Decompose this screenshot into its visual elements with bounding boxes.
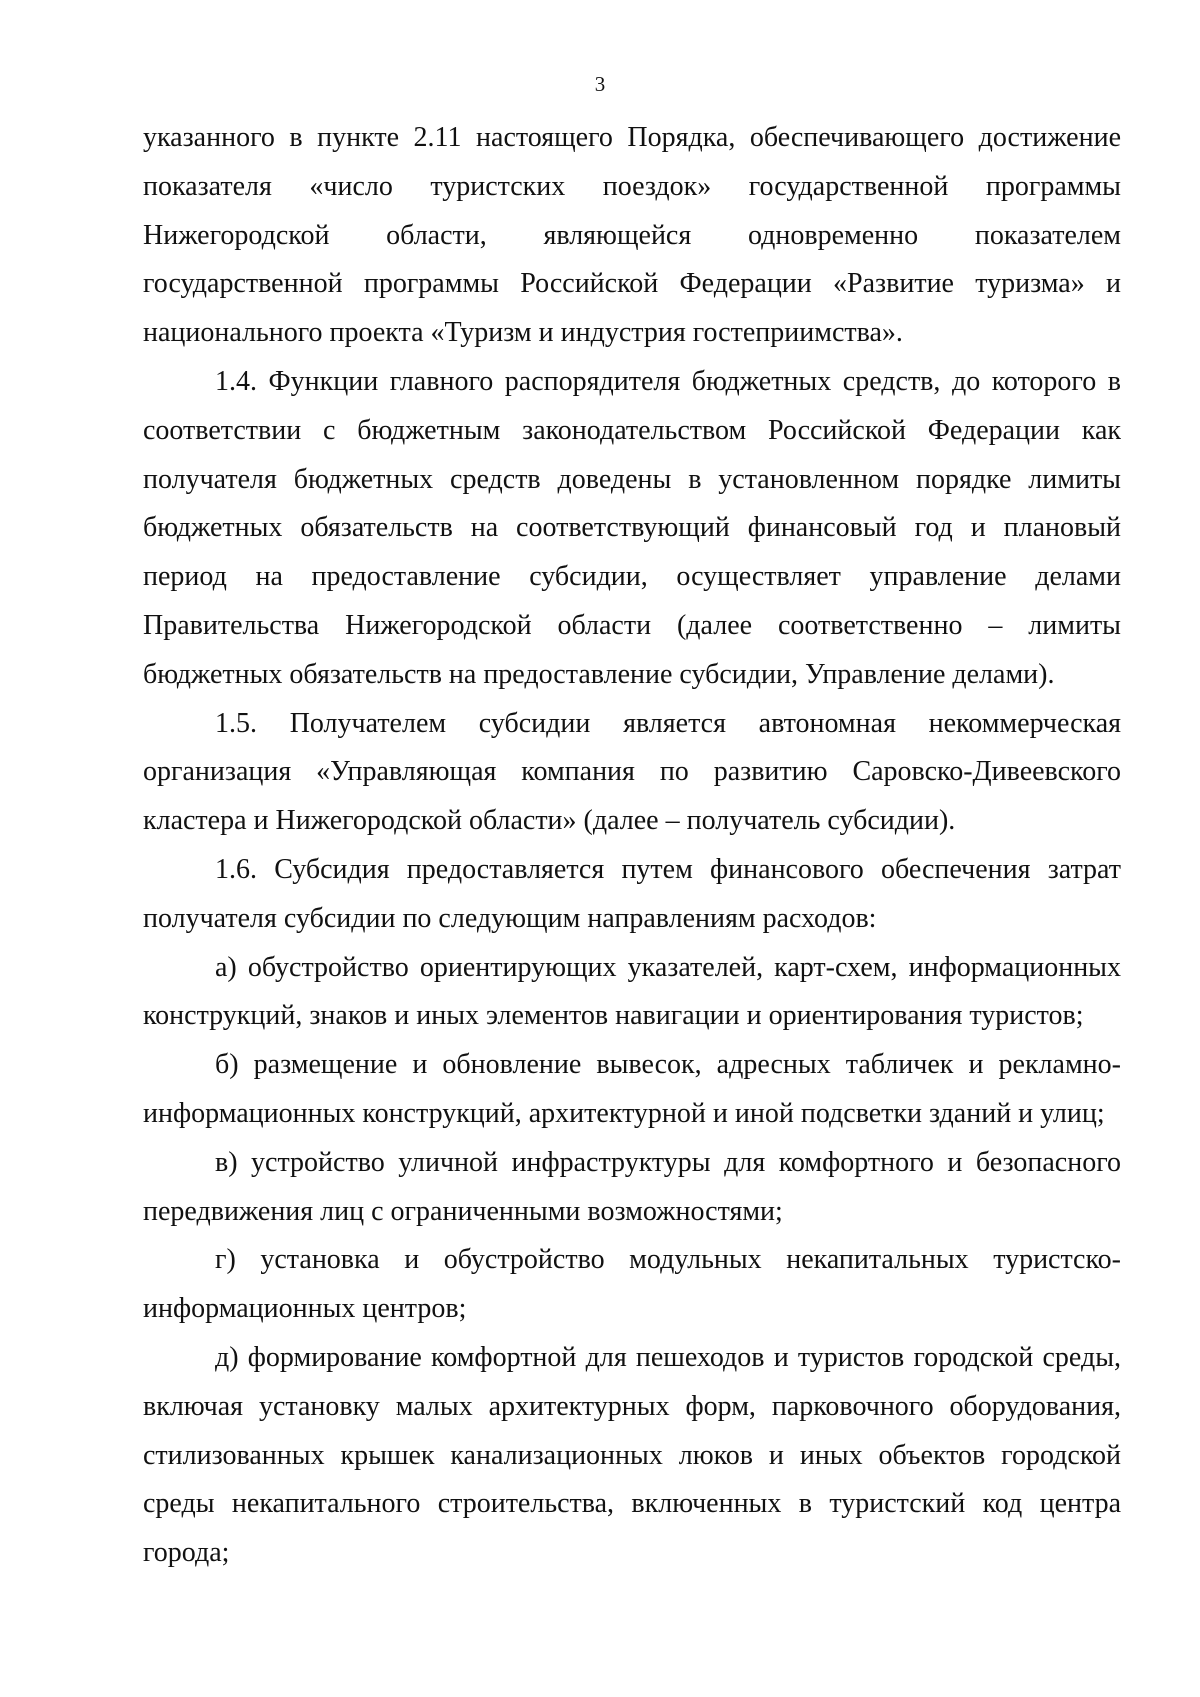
document-body — [143, 114, 1121, 1578]
list-item-v: в) устройство уличной инфраструктуры для комфортного и безопасного передвижения лиц с ограниченными возможностями; — [143, 1146, 1121, 1227]
paragraph-1-4: 1.4. Функции главного распорядителя бюджетных средств, до которого в соответствии с бюджетным законодательством Российской Федерации как получателя бюджетных средств доведены в установленном порядке лимиты бюджетных обязательств на соответствующий финансовый год и плановый период на предоставление субсидии, осуществляет управление делами Правительства Нижегородской области (далее соответственно – лимиты бюджетных обязательств на предоставление субсидии, Управление делами). — [143, 365, 1121, 690]
list-item-d: д) формирование комфортной для пешеходов и туристов городской среды, включая установку малых архитектурных форм, парковочного оборудования, стилизованных крышек канализационных люков и иных объектов городской среды некапитального строительства, включенных в туристский код центра города; — [143, 1341, 1121, 1569]
paragraph-1-6: 1.6. Субсидия предоставляется путем финансового обеспечения затрат получателя субсидии по следующим направлениям расходов: — [143, 853, 1121, 934]
list-item-a: а) обустройство ориентирующих указателей, карт-схем, информационных конструкций, знаков и иных элементов навигации и ориентирования туристов; — [143, 951, 1121, 1032]
paragraph-continuation: указанного в пункте 2.11 настоящего Порядка, обеспечивающего достижение показателя «число туристских поездок» государственной программы Нижегородской области, являющейся одновременно показателем государственной программы Российской Федерации «Развитие туризма» и национального проекта «Туризм и индустрия гостеприимства». — [143, 122, 1121, 349]
paragraph-1-5: 1.5. Получателем субсидии является автономная некоммерческая организация «Управляющая компания по развитию Саровско-Дивеевского кластера и Нижегородской области» (далее – получатель субсидии). — [143, 707, 1121, 837]
list-item-b: б) размещение и обновление вывесок, адресных табличек и рекламно-информационных конструкций, архитектурной и иной подсветки зданий и улиц; — [143, 1049, 1121, 1129]
list-item-g: г) установка и обустройство модульных некапитальных туристско-информационных центров; — [143, 1244, 1121, 1325]
page-number: 3 — [594, 72, 606, 96]
